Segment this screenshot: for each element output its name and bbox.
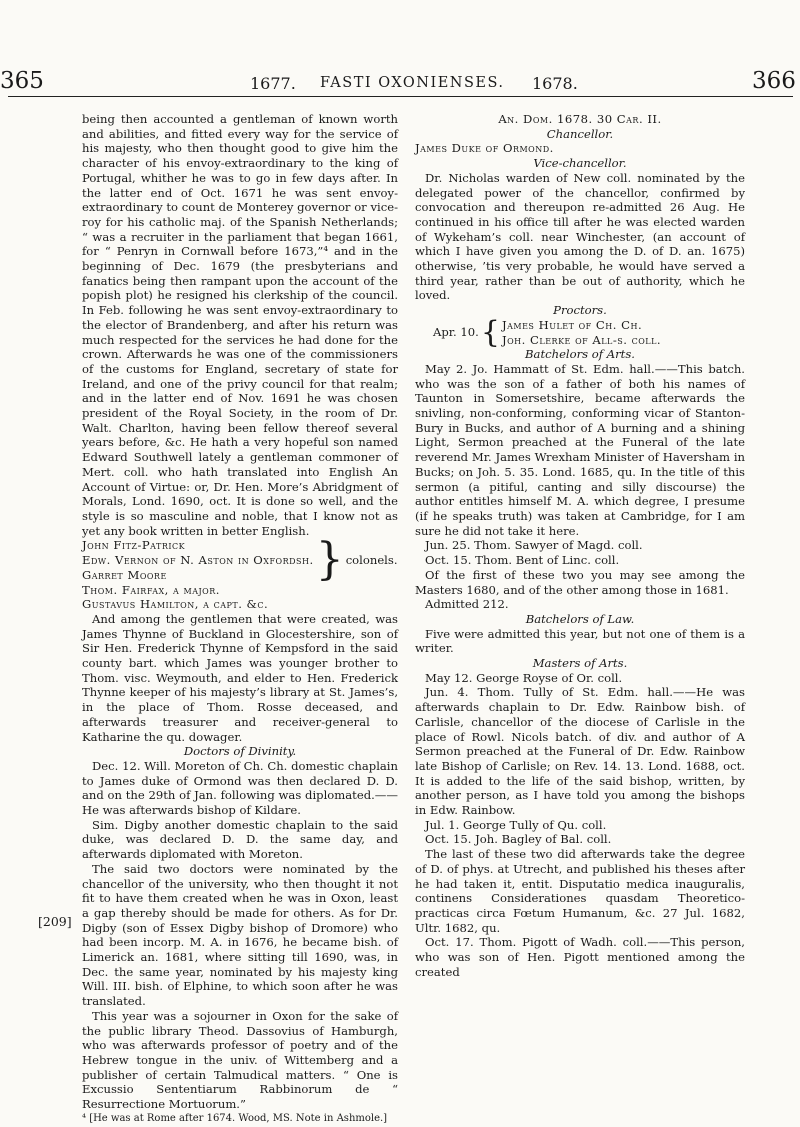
section-title-vice-chancellor: Vice-chancellor. (533, 156, 627, 171)
proctor-name: James Hulet of Ch. Ch. (501, 317, 643, 332)
entry-bagley: Oct. 15. Joh. Bagley of Bal. coll. (425, 832, 612, 847)
entry-george-tully: Jul. 1. George Tully of Qu. coll. (425, 817, 607, 832)
entry-digby: Sim. Digby another domestic chaplain to the said duke, was declared D. D. the same day, and afterwards diplomated with Moreton. (82, 817, 398, 862)
created-name: Edw. Vernon of N. Aston in Oxfordsh. (82, 553, 314, 568)
margin-page-note: [209] (38, 914, 72, 929)
page-title: FASTI OXONIENSES. (320, 75, 505, 91)
law-text: Five were admitted this year, but not one of them is a writer. (415, 626, 745, 656)
section-title-bachelors-law: Batchelors of Law. (525, 611, 635, 626)
admitted-count: Admitted 212. (425, 597, 509, 612)
paragraph-dassovius: This year was a sojourner in Oxon for the sake of the public library Theod. Dassovius of Hamburgh, who was afterwards professor of poetry and of the Hebrew tongue in the univ. of Wittemberg and a publisher of certain Talmudical matters. “ One is Excussio Sententiarum Rabbinorum de “ Resurrectione Mortuorum.” (82, 1008, 398, 1112)
created-name: Garret Moore (82, 567, 167, 582)
page-number-left: 365 (0, 68, 44, 94)
left-column (82, 112, 398, 1127)
section-title-doctors: Doctors of Divinity. (183, 744, 297, 759)
brace-glyph: } (315, 534, 344, 586)
paragraph-southwell: being then accounted a gentleman of known worth and abilities, and fitted every way for the service of his majesty, who then thought good to give him the character of his envoy-extraordinary to the king of Portugal, whither he was to go in few days after. In the latter end of Oct. 1671 he was sent envoy-extraordinary to count de Monterey governor or vice-roy for his catholic maj. of the Spanish Netherlands; “ was a recruiter in the parliament that began 1661, for “ Penryn in Cornwall before 1673,”⁴ and in the beginning of Dec. 1679 (the presbyterians and fanatics being then rampant upon the account of the popish plot) he resigned his clerkship of the council. In Feb. following he was sent envoy-extraordinary to the elector of Brandenberg, and after his return was much respected for the services he had done for the crown. Afterwards he was one of the commissioners of the customs for England, secretary of state for Ireland, and one of the privy council for that realm; and in the latter end of Nov. 1691 he was chosen president of the Royal Society, in the room of Dr. Walt. Charlton, having been fellow thereof several years before, &c. He hath a very hopeful son named Edward Southwell lately a gentleman commoner of Mert. coll. who hath translated into English An Account of Virtue: or, Dr. Hen. More’s Abridgment of Morals, Lond. 1690, oct. It is done so well, and the style is so masculine and noble, that I know not as yet any book written in better English. (82, 112, 398, 538)
entry-moreton: Dec. 12. Will. Moreton of Ch. Ch. domestic chaplain to James duke of Ormond was then declared D. D. and on the 29th of Jan. following was diplomated.——He was afterwards bishop of Kildare. (82, 758, 398, 818)
entry-hammatt: May 2. Jo. Hammatt of St. Edm. hall.——This batch. who was the son of a father of both his names of Taunton in Somersetshire, became afterwards the snivling, non-conforming, conforming vicar of Stanton-Bury in Bucks, and author of A burning and a shining Light, Sermon preached at the Funeral of the late reverend Mr. James Wrexham Minister of Haversham in Bucks; on Joh. 5. 35. Lond. 1685, qu. In the title of this sermon (a pitiful, canting and silly discourse) the author entitles himself M. A. which degree, I presume (if he speaks truth) was taken at Cambridge, for I am sure he did not take it here. (415, 361, 745, 538)
chancellor-name: James Duke of Ormond. (415, 141, 554, 156)
proctors-group (415, 314, 662, 350)
created-name: Thom. Fairfax, a major. (82, 582, 220, 597)
colonels-label: colonels. (345, 553, 398, 568)
section-title-bachelors-arts: Batchelors of Arts. (525, 347, 635, 362)
year-left: 1677. (250, 74, 296, 93)
year-heading: An. Dom. 1678. 30 Car. II. (498, 112, 662, 126)
section-title-chancellor: Chancellor. (546, 126, 614, 141)
vice-chancellor-text: Dr. Nicholas warden of New coll. nominated by the delegated power of the chancellor, confirmed by convocation and thereupon re-admitted 26 Aug. He continued in his office till after he was elected warden of Wykeham’s coll. near Winchester, (an account of which I have given you among the D. of D. an. 1675) otherwise, ’tis very probable, he would have served a third year, rather than be out of authority, which he loved. (415, 170, 745, 303)
created-name: John Fitz-Patrick (82, 538, 186, 553)
proctors-date: Apr. 10. (433, 325, 479, 340)
running-header (0, 68, 800, 98)
proctor-name: Joh. Clerke of All-s. coll. (501, 332, 662, 347)
section-title-proctors: Proctors. (553, 303, 607, 318)
created-name: Gustavus Hamilton, a capt. &c. (82, 597, 269, 612)
header-rule (8, 96, 793, 97)
paragraph-thynne: And among the gentlemen that were created, was James Thynne of Buckland in Glocestershire, son of Sir Hen. Frederick Thynne of Kempsford in the said county bart. which James was younger brother to Thom. visc. Weymouth, and elder to Hen. Frederick Thynne keeper of his majesty’s library at St. James’s, in the place of Thom. Rosse deceased, and afterwards treasurer and receiver-general to Katharine the qu. dowager. (82, 611, 398, 744)
entry-bent: Oct. 15. Thom. Bent of Linc. coll. (425, 553, 620, 568)
brace-glyph: { (480, 314, 500, 350)
section-title-masters: Masters of Arts. (532, 656, 628, 671)
footnote: ⁴ [He was at Rome after 1674. Wood, MS. Note in Ashmole.] (82, 1112, 388, 1124)
paragraph-doctors-note: The said two doctors were nominated by the chancellor of the university, who then thought it not fit to have them created when he was in Oxon, least a gap thereby should be made for others. As for Dr. Digby (son of Essex Digby bishop of Dromore) who had been incorp. M. A. in 1676, he became bish. of Limerick an. 1681, where sitting till 1690, was, in Dec. the same year, nominated by his majesty king Will. III. bish. of Elphine, to which soon after he was translated. (82, 861, 398, 1009)
paragraph-bachelors-note: Of the first of these two you may see among the Masters 1680, and of the other among those in 1681. (415, 567, 745, 597)
paragraph-masters-note: The last of these two did afterwards take the degree of D. of phys. at Utrecht, and published his theses after he had taken it, entit. Disputatio medica inauguralis, continens Considerationes quasdam Theoretico-practicas circa Fœtum Humanum, &c. 27 Jul. 1682, Ultr. 1682, qu. (415, 847, 745, 935)
entry-thom-tully: Jun. 4. Thom. Tully of St. Edm. hall.——He was afterwards chaplain to Dr. Edw. Rainbow bish. of Carlisle, chancellor of the diocese of Carlisle in the place of Rowl. Nicols batch. of div. and author of A Sermon preached at the Funeral of Dr. Edw. Rainbow late Bishop of Carlisle; on Rev. 14. 13. Lond. 1688, oct. It is added to the life of the said bishop, written, by another person, as I have told you among the bishops in Edw. Rainbow. (415, 685, 745, 818)
page-number-right: 366 (752, 68, 796, 94)
entry-pigott: Oct. 17. Thom. Pigott of Wadh. coll.——This person, who was son of Hen. Pigott mentioned among the created (415, 935, 745, 979)
right-column (415, 112, 745, 979)
entry-royse: May 12. George Royse of Or. coll. (425, 670, 623, 685)
colonels-group (82, 534, 398, 586)
entry-sawyer: Jun. 25. Thom. Sawyer of Magd. coll. (425, 538, 643, 553)
year-right: 1678. (532, 74, 578, 93)
